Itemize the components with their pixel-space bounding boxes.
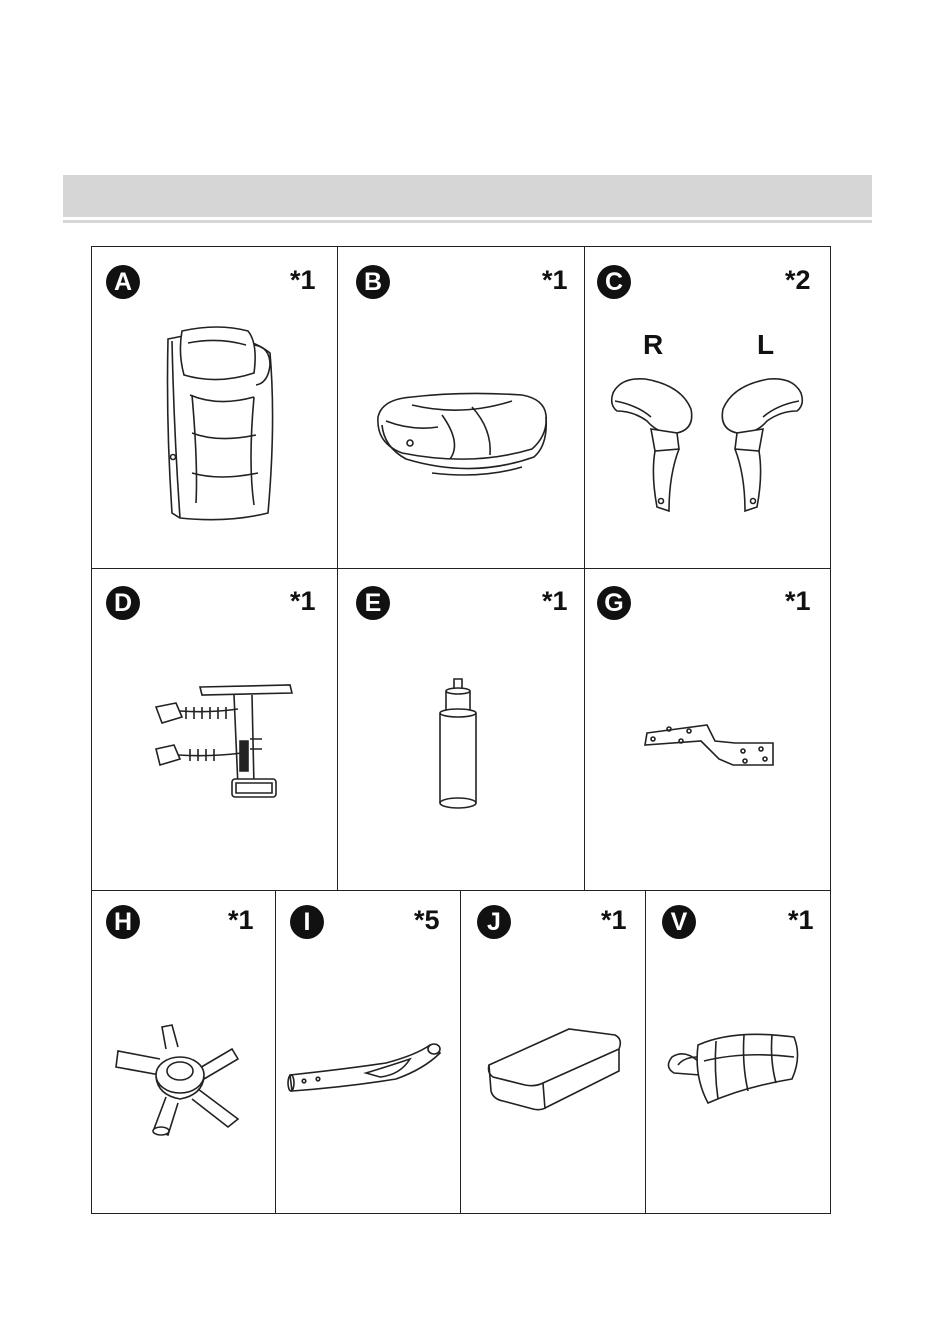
base-hub-icon	[114, 1019, 244, 1139]
part-cell-g	[585, 569, 830, 891]
part-letter-badge: H	[106, 905, 140, 939]
part-quantity: *1	[542, 265, 568, 295]
armrest-left-icon	[717, 375, 807, 515]
part-letter-badge: G	[597, 586, 631, 620]
part-letter-badge: J	[477, 905, 511, 939]
part-cell-c	[585, 247, 830, 569]
part-cell-v	[646, 891, 830, 1213]
part-letter-badge: E	[356, 586, 390, 620]
part-letter-badge: I	[290, 905, 324, 939]
part-quantity: *1	[601, 905, 627, 935]
part-cell-h	[92, 891, 276, 1213]
part-quantity: *2	[785, 265, 811, 295]
backrest-cushion-icon	[158, 323, 288, 523]
part-cell-b	[338, 247, 585, 569]
base-leg-icon	[286, 1041, 446, 1101]
part-cell-e	[338, 569, 585, 891]
part-letter-badge: V	[662, 905, 696, 939]
part-quantity: *1	[788, 905, 814, 935]
part-letter-badge: B	[356, 265, 390, 299]
part-quantity: *1	[290, 586, 316, 616]
part-quantity: *1	[542, 586, 568, 616]
part-quantity: *1	[290, 265, 316, 295]
section-header-rule	[63, 220, 872, 223]
part-letter-badge: D	[106, 586, 140, 620]
part-quantity: *1	[785, 586, 811, 616]
armrest-right-icon	[607, 375, 697, 515]
section-header-bar	[63, 175, 872, 217]
seat-cushion-icon	[372, 387, 552, 482]
connecting-plate-icon	[641, 719, 781, 769]
armrest-left-label: L	[757, 329, 775, 360]
tilt-mechanism-icon	[150, 679, 300, 809]
part-cell-j	[461, 891, 646, 1213]
gas-cylinder-icon	[434, 677, 484, 817]
part-cell-d	[92, 569, 338, 891]
footrest-pad-icon	[485, 1025, 625, 1115]
part-letter-badge: C	[597, 265, 631, 299]
lumbar-pillow-icon	[664, 1027, 804, 1117]
parts-grid	[91, 246, 831, 1214]
part-cell-a	[92, 247, 338, 569]
part-letter-badge: A	[106, 265, 140, 299]
part-quantity: *5	[414, 905, 440, 935]
armrest-right-label: R	[643, 329, 664, 360]
part-cell-i	[276, 891, 461, 1213]
part-quantity: *1	[228, 905, 254, 935]
